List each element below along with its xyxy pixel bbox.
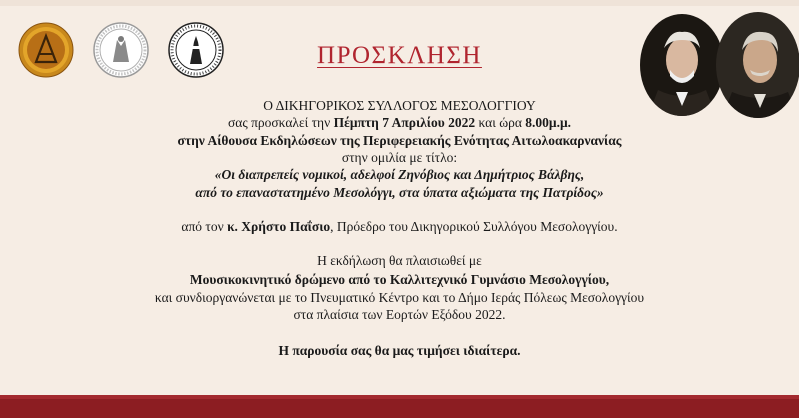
speaker-role: , Πρόεδρο του Δικηγορικού Συλλόγου Μεσολογγίου. xyxy=(330,219,618,234)
lecture-title-line-2: από το επαναστατημένο Μεσολόγγι, στα ύπατα αξιώματα της Πατρίδος» xyxy=(195,185,604,200)
event-time: 8.00μ.μ. xyxy=(525,115,571,130)
venue-line: στην Αίθουσα Εκδηλώσεων της Περιφερειακής Ενότητας Αιτωλοακαρνανίας xyxy=(177,133,622,148)
performance-line: Μουσικοκινητικό δρώμενο από το Καλλιτεχνικό Γυμνάσιο Μεσολογγίου, xyxy=(189,272,610,287)
time-prefix: και ώρα xyxy=(475,115,526,130)
lecture-title-line-1: «Οι διαπρεπείς νομικοί, αδελφοί Ζηνόβιος και Δημήτριος Βάλβης, xyxy=(214,167,585,182)
lecture-intro-line: στην ομιλία με τίτλο: xyxy=(341,150,458,165)
date-time-line xyxy=(0,115,799,131)
event-framing-line: Η εκδήλωση θα πλαισιωθεί με xyxy=(317,253,482,268)
festival-line: στα πλαίσια των Εορτών Εξόδου 2022. xyxy=(293,307,506,322)
top-border xyxy=(0,0,799,6)
speaker-name: κ. Χρήστο Παΐσιο xyxy=(227,219,331,234)
closing-line: Η παρουσία σας θα μας τιμήσει ιδιαίτερα. xyxy=(278,343,521,358)
event-date: Πέμπτη 7 Απριλίου 2022 xyxy=(333,115,476,130)
organizer-line: Ο ΔΙΚΗΓΟΡΙΚΟΣ ΣΥΛΛΟΓΟΣ ΜΕΣΟΛΟΓΓΙΟΥ xyxy=(263,98,536,113)
invitation-title: ΠΡΟΣΚΛΗΣΗ xyxy=(317,42,482,69)
speaker-prefix: από τον xyxy=(181,219,228,234)
invite-text: σας προσκαλεί την xyxy=(228,115,334,130)
co-organizers-line: και συνδιοργανώνεται με το Πνευματικό Κέντρο και το Δήμο Ιεράς Πόλεως Μεσολογγίου xyxy=(154,290,645,305)
footer-bar xyxy=(0,395,799,418)
speaker-line xyxy=(0,219,799,235)
